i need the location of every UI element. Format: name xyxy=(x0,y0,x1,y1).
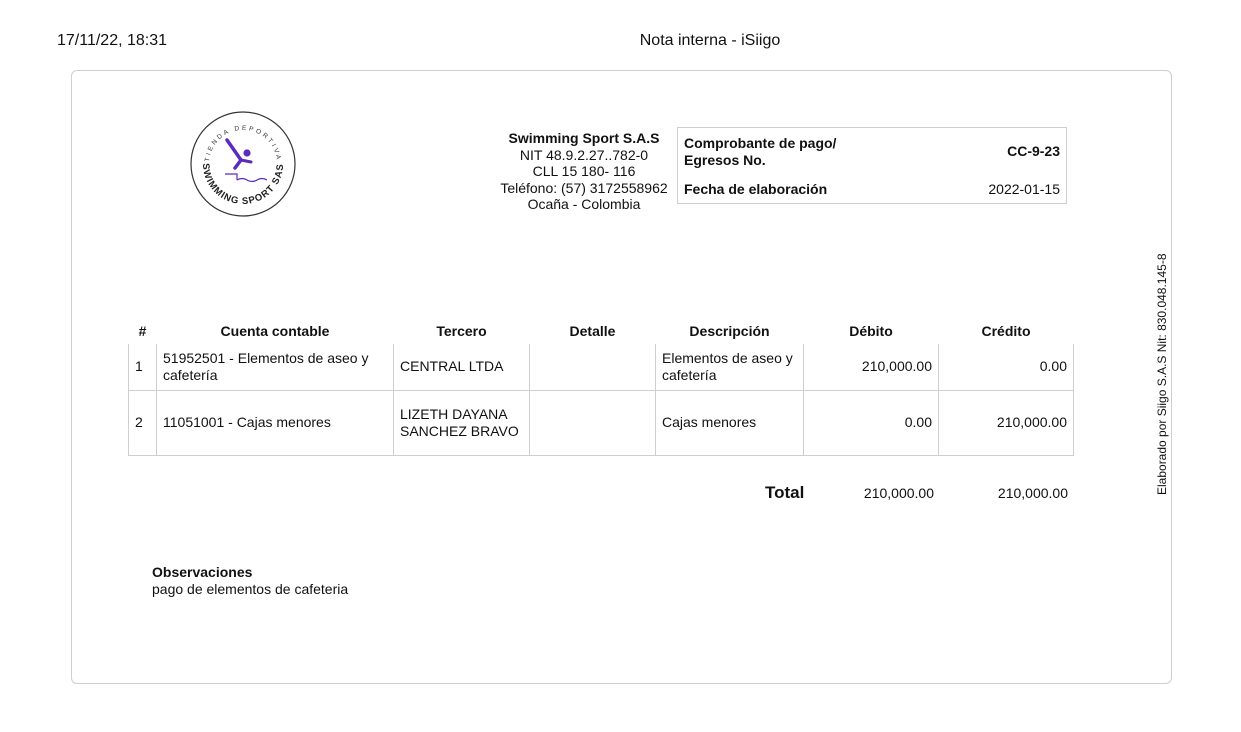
row-account: 11051001 - Cajas menores xyxy=(157,390,394,455)
row-detail xyxy=(530,344,656,390)
col-header-third-party: Tercero xyxy=(436,323,487,339)
col-header-debit: Débito xyxy=(849,323,893,339)
side-note: Elaborado por Siigo S.A.S Nit: 830.048.145-8 xyxy=(1155,253,1169,495)
voucher-number: CC-9-23 xyxy=(1007,143,1060,159)
print-title: Nota interna - iSiigo xyxy=(639,32,781,49)
observations-text: pago de elementos de cafeteria xyxy=(152,581,349,597)
company-info xyxy=(492,130,676,213)
print-title-wrap xyxy=(0,32,1241,50)
entries-table xyxy=(128,318,1074,456)
col-header-credit: Crédito xyxy=(981,323,1031,339)
row-credit: 210,000.00 xyxy=(939,390,1074,455)
col-header-account: Cuenta contable xyxy=(220,323,330,339)
table-header-row xyxy=(129,318,1074,344)
logo-bottom-text: SWIMMING SPORT SAS xyxy=(199,162,287,208)
print-date: 17/11/22, 18:31 xyxy=(57,32,168,49)
total-label: Total xyxy=(765,483,805,502)
table-row xyxy=(129,390,1074,455)
swimmer-icon xyxy=(225,140,267,182)
company-city: Ocaña - Colombia xyxy=(527,196,641,212)
voucher-date-label: Fecha de elaboración xyxy=(684,181,828,197)
row-detail xyxy=(530,390,656,455)
col-header-number: # xyxy=(138,323,147,339)
row-description: Elementos de aseo y cafetería xyxy=(656,344,804,390)
voucher-type-label: Comprobante de pago/ Egresos No. xyxy=(684,135,837,168)
col-header-detail: Detalle xyxy=(569,323,616,339)
company-address: CLL 15 180- 116 xyxy=(532,163,636,179)
company-nit: NIT 48.9.2.27..782-0 xyxy=(519,146,649,163)
row-third-party: CENTRAL LTDA xyxy=(394,344,530,390)
row-account: 51952501 - Elementos de aseo y cafetería xyxy=(157,344,394,390)
row-debit: 210,000.00 xyxy=(804,344,939,390)
row-debit: 0.00 xyxy=(804,390,939,455)
company-logo xyxy=(189,110,297,218)
row-description: Cajas menores xyxy=(656,390,804,455)
voucher-sheet xyxy=(71,70,1172,684)
total-debit: 210,000.00 xyxy=(863,485,934,501)
row-credit: 0.00 xyxy=(939,344,1074,390)
observations-title: Observaciones xyxy=(152,564,253,580)
col-header-description: Descripción xyxy=(689,323,770,339)
voucher-box xyxy=(677,127,1067,204)
voucher-date: 2022-01-15 xyxy=(988,181,1060,197)
company-name: Swimming Sport S.A.S xyxy=(508,130,660,146)
row-third-party: LIZETH DAYANA SANCHEZ BRAVO xyxy=(394,390,530,455)
total-credit: 210,000.00 xyxy=(997,485,1068,501)
logo-top-text: TIENDA DEPORTIVA xyxy=(203,124,283,163)
row-number: 1 xyxy=(129,344,157,390)
company-phone: Teléfono: (57) 3172558962 xyxy=(500,179,668,196)
table-row xyxy=(129,344,1074,390)
row-number: 2 xyxy=(129,390,157,455)
